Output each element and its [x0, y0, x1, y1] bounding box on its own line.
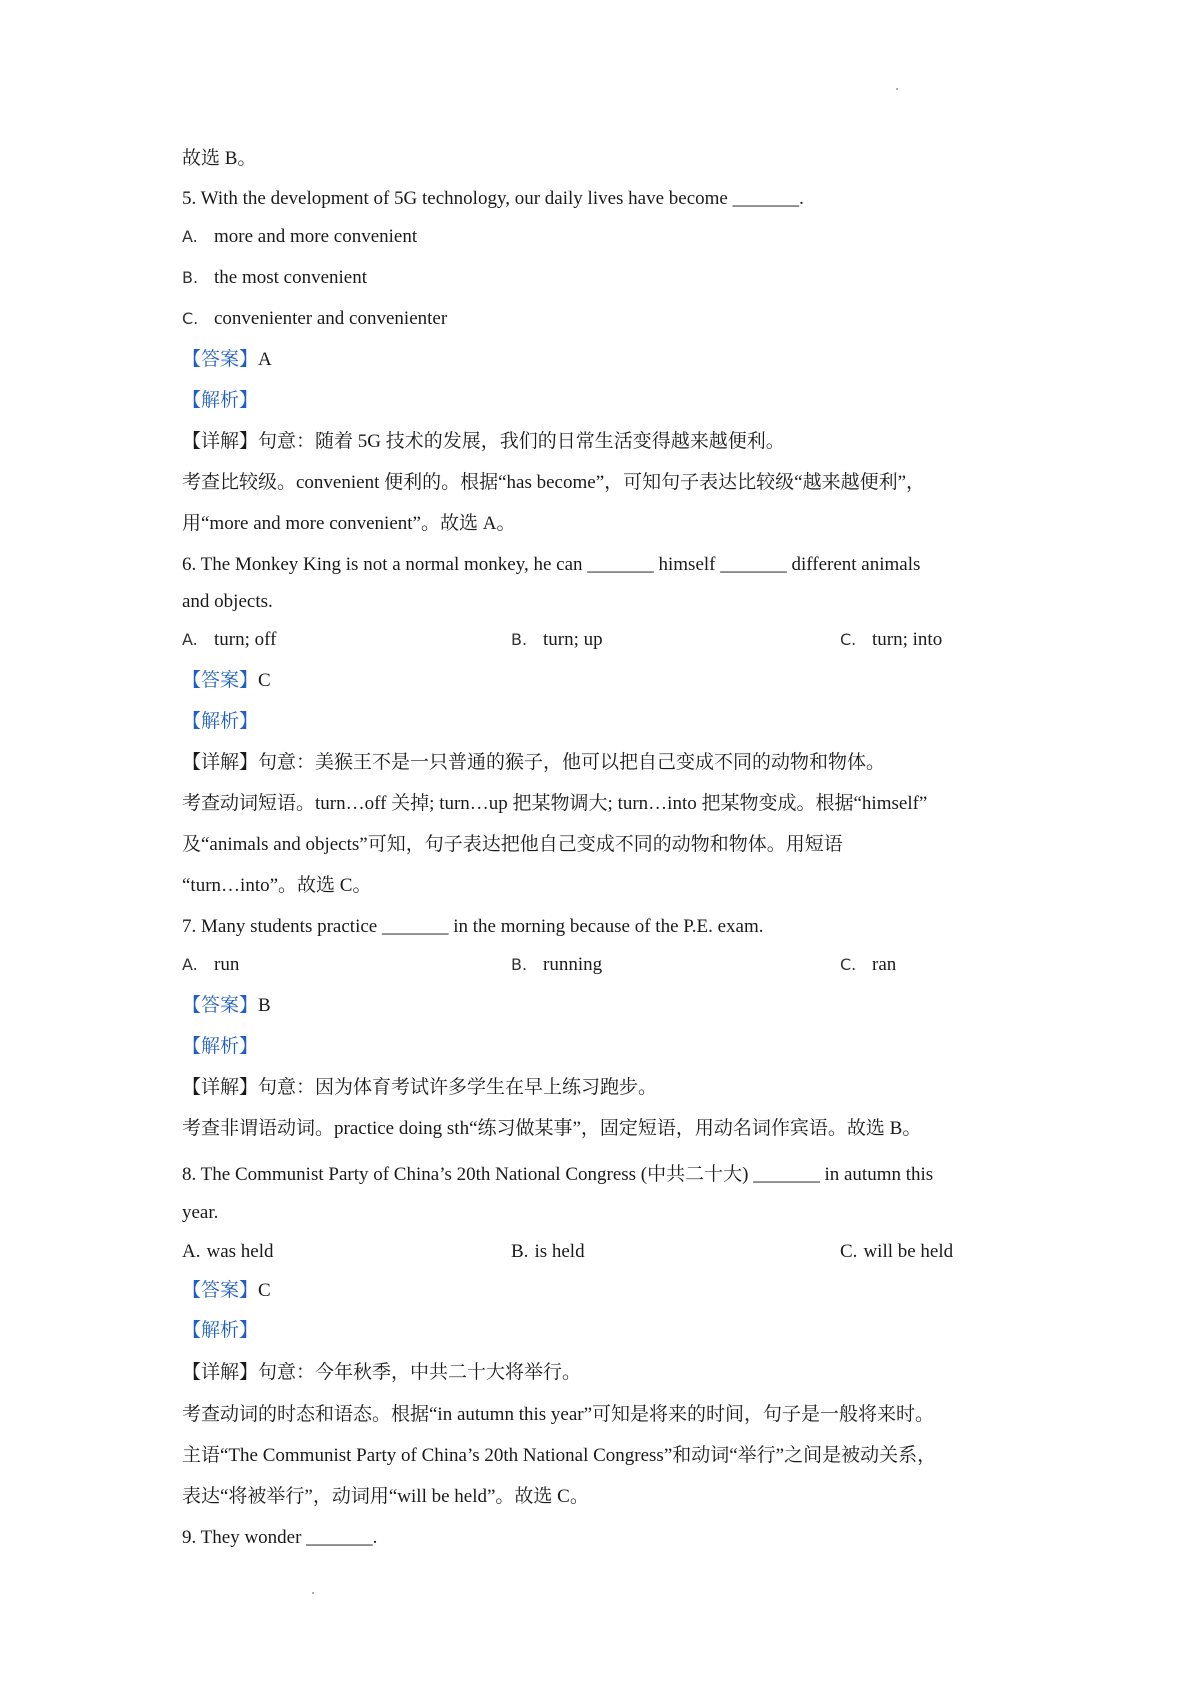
option-c [840, 627, 942, 653]
detail-line: 考查非谓语动词。practice doing sth“练习做某事”，固定短语，用动名词作宾语。故选 B。 [182, 1118, 922, 1139]
question-stem: 5. With the development of 5G technology, our daily lives have become _______. [182, 188, 804, 209]
detail-text: 句意：今年秋季，中共二十大将举行。 [258, 1362, 582, 1383]
detail-line: 及“animals and objects”可知，句子表达把他自己变成不同的动物和物体。用短语 [182, 834, 843, 855]
answer-value: B [258, 995, 271, 1016]
option-text: will be held [863, 1241, 954, 1262]
detail-line: 用“more and more convenient”。故选 A。 [182, 513, 516, 534]
option-letter: B. [182, 268, 199, 287]
detail-line [182, 750, 885, 776]
option-letter: C. [840, 955, 857, 974]
analysis-tag: 【解析】 [182, 390, 259, 411]
option-letter: A. [182, 630, 198, 649]
detail-tag: 【详解】 [182, 752, 259, 773]
answer-value: C [258, 1280, 271, 1301]
option-letter: C. [840, 630, 857, 649]
question-stem: 7. Many students practice _______ in the morning because of the P.E. exam. [182, 916, 764, 937]
option-text: more and more convenient [214, 226, 418, 247]
option-b [511, 952, 602, 978]
scan-dot [312, 1592, 314, 1594]
detail-line [182, 1360, 581, 1386]
analysis-tag: 【解析】 [182, 1036, 259, 1057]
option-letter: B. [511, 630, 528, 649]
answer-value: C [258, 670, 271, 691]
option-letter: A. [182, 227, 198, 246]
option-letter: C. [840, 1241, 858, 1262]
detail-text: 句意：随着 5G 技术的发展，我们的日常生活变得越来越便利。 [258, 431, 785, 452]
option-b [182, 265, 367, 291]
detail-line: “turn…into”。故选 C。 [182, 875, 372, 896]
question-stem: 8. The Communist Party of China’s 20th National Congress (中共二十大) _______ in autumn this [182, 1164, 934, 1185]
option-letter: B. [511, 1241, 529, 1262]
question-stem-cont: and objects. [182, 591, 273, 612]
detail-line [182, 429, 785, 455]
detail-line: 考查动词短语。turn…off 关掉; turn…up 把某物调大; turn…into 把某物变成。根据“himself” [182, 793, 928, 814]
option-a [182, 1239, 274, 1265]
option-text: turn; up [543, 629, 603, 650]
option-text: turn; off [214, 629, 277, 650]
question-stem-cont: year. [182, 1202, 219, 1223]
analysis-tag: 【解析】 [182, 1320, 259, 1341]
option-text: run [214, 954, 240, 975]
answer-line [182, 993, 271, 1019]
option-b [511, 1239, 585, 1265]
detail-text: 句意：美猴王不是一只普通的猴子，他可以把自己变成不同的动物和物体。 [258, 752, 886, 773]
detail-line [182, 1075, 657, 1101]
option-text: ran [872, 954, 897, 975]
option-text: running [543, 954, 603, 975]
answer-tag: 【答案】 [182, 1280, 259, 1301]
answer-value: A [258, 349, 272, 370]
analysis-tag: 【解析】 [182, 711, 259, 732]
option-text: is held [534, 1241, 585, 1262]
option-a [182, 224, 417, 250]
option-c [182, 306, 447, 332]
option-a [182, 627, 276, 653]
detail-tag: 【详解】 [182, 1077, 259, 1098]
option-c [840, 952, 896, 978]
question-stem: 9. They wonder _______. [182, 1527, 378, 1548]
answer-line [182, 1278, 271, 1304]
option-a [182, 952, 239, 978]
answer-tag: 【答案】 [182, 349, 259, 370]
option-letter: C. [182, 309, 199, 328]
option-text: turn; into [872, 629, 943, 650]
option-text: convenienter and convenienter [214, 308, 448, 329]
option-b [511, 627, 603, 653]
detail-tag: 【详解】 [182, 431, 259, 452]
detail-tag: 【详解】 [182, 1362, 259, 1383]
detail-line: 主语“The Communist Party of China’s 20th National Congress”和动词“举行”之间是被动关系， [182, 1445, 937, 1466]
detail-text: 句意：因为体育考试许多学生在早上练习跑步。 [258, 1077, 658, 1098]
scan-dot [896, 88, 898, 90]
option-c [840, 1239, 953, 1265]
option-text: the most convenient [214, 267, 368, 288]
question-stem: 6. The Monkey King is not a normal monkey, he can _______ himself _______ different animals [182, 554, 921, 575]
detail-line: 考查动词的时态和语态。根据“in autumn this year”可知是将来的时间，句子是一般将来时。 [182, 1404, 935, 1425]
option-letter: A. [182, 955, 198, 974]
option-letter: A. [182, 1241, 201, 1262]
intro-line: 故选 B。 [182, 148, 257, 169]
detail-line: 表达“将被举行”，动词用“will be held”。故选 C。 [182, 1486, 589, 1507]
answer-line [182, 347, 272, 373]
answer-line [182, 668, 271, 694]
detail-line: 考查比较级。convenient 便利的。根据“has become”，可知句子表达比较级“越来越便利”， [182, 472, 925, 493]
option-letter: B. [511, 955, 528, 974]
answer-tag: 【答案】 [182, 670, 259, 691]
option-text: was held [206, 1241, 274, 1262]
answer-tag: 【答案】 [182, 995, 259, 1016]
